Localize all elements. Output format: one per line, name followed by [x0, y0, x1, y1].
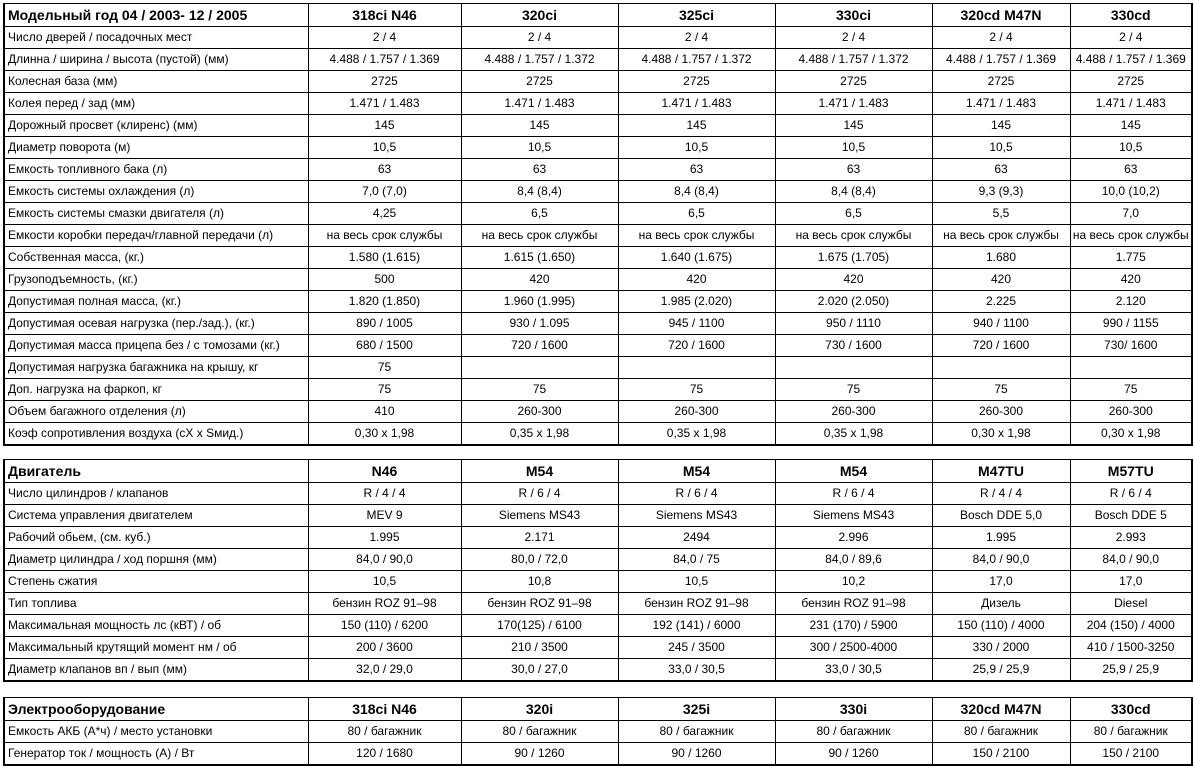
column-header: 325ci	[618, 4, 775, 27]
cell-value: 420	[461, 269, 618, 291]
cell-value: 1.471 / 1.483	[308, 93, 461, 115]
cell-value: 2.993	[1070, 527, 1192, 549]
column-header: 325i	[618, 698, 775, 721]
cell-value: 4,25	[308, 203, 461, 225]
cell-value: 260-300	[932, 401, 1070, 423]
cell-value: 84,0 / 90,0	[932, 549, 1070, 571]
row-label: Емкость топливного бака (л)	[4, 159, 308, 181]
cell-value: 75	[308, 357, 461, 379]
cell-value: 80 / багажник	[618, 721, 775, 743]
cell-value	[1070, 357, 1192, 379]
column-header: 320cd M47N	[932, 4, 1070, 27]
cell-value: 730/ 1600	[1070, 335, 1192, 357]
cell-value: 63	[618, 159, 775, 181]
cell-value: 10,5	[932, 137, 1070, 159]
cell-value: 80 / багажник	[932, 721, 1070, 743]
row-label: Число цилиндров / клапанов	[4, 483, 308, 505]
table-row	[4, 159, 1192, 181]
cell-value: 2 / 4	[308, 27, 461, 49]
cell-value: 4.488 / 1.757 / 1.369	[308, 49, 461, 71]
cell-value: Siemens MS43	[618, 505, 775, 527]
cell-value: 192 (141) / 6000	[618, 615, 775, 637]
cell-value: 8,4 (8,4)	[775, 181, 932, 203]
cell-value: 63	[308, 159, 461, 181]
table-row	[4, 527, 1192, 549]
column-header: 320ci	[461, 4, 618, 27]
cell-value: 2.225	[932, 291, 1070, 313]
row-label: Степень сжатия	[4, 571, 308, 593]
cell-value: на весь срок службы	[1070, 225, 1192, 247]
cell-value	[618, 357, 775, 379]
cell-value: 0,30 х 1,98	[308, 423, 461, 446]
table-row	[4, 313, 1192, 335]
table-row	[4, 203, 1192, 225]
row-label: Допустимая полная масса, (кг.)	[4, 291, 308, 313]
cell-value: 720 / 1600	[618, 335, 775, 357]
cell-value: 150 / 2100	[1070, 743, 1192, 766]
cell-value: 6,5	[775, 203, 932, 225]
table-row	[4, 721, 1192, 743]
table-row	[4, 379, 1192, 401]
cell-value: 63	[775, 159, 932, 181]
cell-value: Diesel	[1070, 593, 1192, 615]
cell-value: 1.471 / 1.483	[932, 93, 1070, 115]
cell-value: 90 / 1260	[775, 743, 932, 766]
row-label: Доп. нагрузка на фаркоп, кг	[4, 379, 308, 401]
table-row	[4, 571, 1192, 593]
cell-value	[775, 357, 932, 379]
cell-value: 6,5	[618, 203, 775, 225]
table-row	[4, 505, 1192, 527]
cell-value: 80 / багажник	[461, 721, 618, 743]
cell-value: 1.985 (2.020)	[618, 291, 775, 313]
cell-value: 75	[618, 379, 775, 401]
cell-value: R / 4 / 4	[932, 483, 1070, 505]
cell-value: 2.120	[1070, 291, 1192, 313]
cell-value: 2725	[461, 71, 618, 93]
table-row	[4, 659, 1192, 682]
cell-value: 10,0 (10,2)	[1070, 181, 1192, 203]
cell-value: Siemens MS43	[461, 505, 618, 527]
section-title: Электрооборудование	[4, 698, 308, 721]
cell-value: 150 (110) / 4000	[932, 615, 1070, 637]
cell-value: 245 / 3500	[618, 637, 775, 659]
table-row	[4, 269, 1192, 291]
cell-value: 10,8	[461, 571, 618, 593]
table-row	[4, 137, 1192, 159]
cell-value: 1.580 (1.615)	[308, 247, 461, 269]
cell-value: R / 6 / 4	[618, 483, 775, 505]
cell-value: 17,0	[1070, 571, 1192, 593]
cell-value: 420	[1070, 269, 1192, 291]
cell-value: 680 / 1500	[308, 335, 461, 357]
cell-value: 330 / 2000	[932, 637, 1070, 659]
cell-value: 1.615 (1.650)	[461, 247, 618, 269]
cell-value: 80 / багажник	[775, 721, 932, 743]
cell-value: 730 / 1600	[775, 335, 932, 357]
cell-value: 0,35 х 1,98	[461, 423, 618, 446]
cell-value: Bosch DDE 5	[1070, 505, 1192, 527]
cell-value: 10,5	[1070, 137, 1192, 159]
cell-value: на весь срок службы	[618, 225, 775, 247]
column-header: M57TU	[1070, 460, 1192, 483]
cell-value: 120 / 1680	[308, 743, 461, 766]
cell-value: 25,9 / 25,9	[932, 659, 1070, 682]
row-label: Колесная база (мм)	[4, 71, 308, 93]
cell-value: 170(125) / 6100	[461, 615, 618, 637]
cell-value: 2 / 4	[932, 27, 1070, 49]
cell-value: Bosch DDE 5,0	[932, 505, 1070, 527]
cell-value: 32,0 / 29,0	[308, 659, 461, 682]
cell-value: 1.471 / 1.483	[618, 93, 775, 115]
cell-value: 2725	[775, 71, 932, 93]
engine-specs-table	[3, 459, 1193, 682]
cell-value: 4.488 / 1.757 / 1.372	[775, 49, 932, 71]
row-label: Допустимая нагрузка багажника на крышу, кг	[4, 357, 308, 379]
cell-value: 75	[775, 379, 932, 401]
table-row	[4, 181, 1192, 203]
column-header: 318ci N46	[308, 698, 461, 721]
cell-value: 84,0 / 75	[618, 549, 775, 571]
cell-value: 10,5	[618, 571, 775, 593]
table-row	[4, 49, 1192, 71]
column-header: M47TU	[932, 460, 1070, 483]
column-header: M54	[775, 460, 932, 483]
row-label: Емкость системы смазки двигателя (л)	[4, 203, 308, 225]
column-header: 330i	[775, 698, 932, 721]
cell-value: 8,4 (8,4)	[618, 181, 775, 203]
cell-value: 1.960 (1.995)	[461, 291, 618, 313]
cell-value: 1.471 / 1.483	[461, 93, 618, 115]
cell-value: 8,4 (8,4)	[461, 181, 618, 203]
row-label: Емкость системы охлаждения (л)	[4, 181, 308, 203]
cell-value: 420	[618, 269, 775, 291]
cell-value: 80 / багажник	[308, 721, 461, 743]
table-row	[4, 335, 1192, 357]
cell-value: Siemens MS43	[775, 505, 932, 527]
cell-value: на весь срок службы	[308, 225, 461, 247]
cell-value: 950 / 1110	[775, 313, 932, 335]
cell-value: 75	[1070, 379, 1192, 401]
cell-value: 0,30 х 1,98	[1070, 423, 1192, 446]
cell-value: 2 / 4	[618, 27, 775, 49]
cell-value	[461, 357, 618, 379]
cell-value: на весь срок службы	[461, 225, 618, 247]
cell-value: 260-300	[1070, 401, 1192, 423]
cell-value: 2725	[932, 71, 1070, 93]
table-header-row	[4, 4, 1192, 27]
table-header-row	[4, 460, 1192, 483]
row-label: Собственная масса, (кг.)	[4, 247, 308, 269]
cell-value: 145	[1070, 115, 1192, 137]
cell-value: бензин ROZ 91–98	[618, 593, 775, 615]
cell-value: 410 / 1500-3250	[1070, 637, 1192, 659]
cell-value: 33,0 / 30,5	[618, 659, 775, 682]
cell-value: 1.995	[932, 527, 1070, 549]
table-row	[4, 357, 1192, 379]
general-specs-table	[3, 3, 1193, 446]
cell-value: 500	[308, 269, 461, 291]
cell-value: 1.995	[308, 527, 461, 549]
cell-value: 2725	[1070, 71, 1192, 93]
cell-value: 150 / 2100	[932, 743, 1070, 766]
column-header: 330cd	[1070, 4, 1192, 27]
table-row	[4, 225, 1192, 247]
cell-value: 204 (150) / 4000	[1070, 615, 1192, 637]
cell-value: 420	[775, 269, 932, 291]
row-label: Максимальный крутящий момент нм / об	[4, 637, 308, 659]
cell-value: 1.471 / 1.483	[1070, 93, 1192, 115]
cell-value: 945 / 1100	[618, 313, 775, 335]
table-row	[4, 93, 1192, 115]
cell-value: 1.820 (1.850)	[308, 291, 461, 313]
cell-value: MEV 9	[308, 505, 461, 527]
table-row	[4, 247, 1192, 269]
cell-value: 145	[775, 115, 932, 137]
row-label: Максимальная мощность лс (кВТ) / об	[4, 615, 308, 637]
cell-value: 200 / 3600	[308, 637, 461, 659]
cell-value: 2.996	[775, 527, 932, 549]
cell-value: 1.640 (1.675)	[618, 247, 775, 269]
cell-value: R / 6 / 4	[775, 483, 932, 505]
cell-value: 63	[932, 159, 1070, 181]
cell-value: 84,0 / 89,6	[775, 549, 932, 571]
row-label: Длинна / ширина / высота (пустой) (мм)	[4, 49, 308, 71]
cell-value: 4.488 / 1.757 / 1.372	[461, 49, 618, 71]
cell-value: 2725	[308, 71, 461, 93]
row-label: Диаметр поворота (м)	[4, 137, 308, 159]
cell-value: 145	[308, 115, 461, 137]
cell-value: 90 / 1260	[618, 743, 775, 766]
table-row	[4, 615, 1192, 637]
row-label: Объем багажного отделения (л)	[4, 401, 308, 423]
cell-value: 260-300	[461, 401, 618, 423]
table-row	[4, 401, 1192, 423]
cell-value: 75	[932, 379, 1070, 401]
section-title: Двигатель	[4, 460, 308, 483]
row-label: Допустимая масса прицепа без / с томозами (кг.)	[4, 335, 308, 357]
table-row	[4, 549, 1192, 571]
column-header: N46	[308, 460, 461, 483]
column-header: 320cd M47N	[932, 698, 1070, 721]
cell-value: 0,35 х 1,98	[618, 423, 775, 446]
cell-value: 84,0 / 90,0	[308, 549, 461, 571]
row-label: Колея перед / зад (мм)	[4, 93, 308, 115]
row-label: Генератор ток / мощность (А) / Вт	[4, 743, 308, 766]
row-label: Грузоподъемность, (кг.)	[4, 269, 308, 291]
cell-value: на весь срок службы	[932, 225, 1070, 247]
cell-value: 0,30 х 1,98	[932, 423, 1070, 446]
cell-value: 17,0	[932, 571, 1070, 593]
column-header: 330cd	[1070, 698, 1192, 721]
table-row	[4, 291, 1192, 313]
cell-value: 2494	[618, 527, 775, 549]
cell-value: 145	[461, 115, 618, 137]
cell-value: 2 / 4	[775, 27, 932, 49]
cell-value: 300 / 2500-4000	[775, 637, 932, 659]
cell-value: 10,5	[461, 137, 618, 159]
column-header: M54	[461, 460, 618, 483]
cell-value: 10,5	[618, 137, 775, 159]
row-label: Диаметр цилиндра / ход поршня (мм)	[4, 549, 308, 571]
electrical-specs-table	[3, 697, 1193, 766]
cell-value: 930 / 1.095	[461, 313, 618, 335]
cell-value: 1.775	[1070, 247, 1192, 269]
cell-value: 90 / 1260	[461, 743, 618, 766]
cell-value: 420	[932, 269, 1070, 291]
cell-value: 6,5	[461, 203, 618, 225]
row-label: Число дверей / посадочных мест	[4, 27, 308, 49]
cell-value: 30,0 / 27,0	[461, 659, 618, 682]
cell-value: 150 (110) / 6200	[308, 615, 461, 637]
table-row	[4, 115, 1192, 137]
cell-value: 9,3 (9,3)	[932, 181, 1070, 203]
cell-value: 1.471 / 1.483	[775, 93, 932, 115]
cell-value: 940 / 1100	[932, 313, 1070, 335]
cell-value: 7,0	[1070, 203, 1192, 225]
table-header-row	[4, 698, 1192, 721]
cell-value: 1.680	[932, 247, 1070, 269]
row-label: Коэф сопротивления воздуха (cX x Sмид.)	[4, 423, 308, 446]
row-label: Рабочий обьем, (см. куб.)	[4, 527, 308, 549]
cell-value	[932, 357, 1070, 379]
section-title: Модельный год 04 / 2003- 12 / 2005	[4, 4, 308, 27]
table-row	[4, 71, 1192, 93]
cell-value: 84,0 / 90,0	[1070, 549, 1192, 571]
cell-value: 75	[308, 379, 461, 401]
cell-value: R / 4 / 4	[308, 483, 461, 505]
table-row	[4, 637, 1192, 659]
cell-value: 10,5	[775, 137, 932, 159]
cell-value: 2725	[618, 71, 775, 93]
cell-value: 260-300	[618, 401, 775, 423]
cell-value: 990 / 1155	[1070, 313, 1192, 335]
cell-value: 4.488 / 1.757 / 1.372	[618, 49, 775, 71]
cell-value: бензин ROZ 91–98	[308, 593, 461, 615]
cell-value: 145	[618, 115, 775, 137]
cell-value: бензин ROZ 91–98	[461, 593, 618, 615]
cell-value: 63	[461, 159, 618, 181]
cell-value: 2 / 4	[1070, 27, 1192, 49]
row-label: Емкость АКБ (А*ч) / место установки	[4, 721, 308, 743]
table-row	[4, 743, 1192, 766]
cell-value: 10,2	[775, 571, 932, 593]
row-label: Тип топлива	[4, 593, 308, 615]
table-row	[4, 27, 1192, 49]
cell-value: 10,5	[308, 571, 461, 593]
row-label: Допустимая осевая нагрузка (пер./зад.), (кг.)	[4, 313, 308, 335]
cell-value: 25,9 / 25,9	[1070, 659, 1192, 682]
cell-value: 231 (170) / 5900	[775, 615, 932, 637]
table-row	[4, 423, 1192, 446]
column-header: 318ci N46	[308, 4, 461, 27]
row-label: Дорожный просвет (клиренс) (мм)	[4, 115, 308, 137]
cell-value: 0,35 х 1,98	[775, 423, 932, 446]
cell-value: 2 / 4	[461, 27, 618, 49]
cell-value: 4.488 / 1.757 / 1.369	[932, 49, 1070, 71]
row-label: Емкости коробки передач/главной передачи (л)	[4, 225, 308, 247]
cell-value: 63	[1070, 159, 1192, 181]
cell-value: 260-300	[775, 401, 932, 423]
table-row	[4, 593, 1192, 615]
column-header: M54	[618, 460, 775, 483]
cell-value: 2.020 (2.050)	[775, 291, 932, 313]
cell-value: R / 6 / 4	[1070, 483, 1192, 505]
cell-value: 80,0 / 72,0	[461, 549, 618, 571]
row-label: Диаметр клапанов вп / вып (мм)	[4, 659, 308, 682]
cell-value: 7,0 (7,0)	[308, 181, 461, 203]
cell-value: Дизель	[932, 593, 1070, 615]
cell-value: 75	[461, 379, 618, 401]
cell-value: 5,5	[932, 203, 1070, 225]
cell-value: 890 / 1005	[308, 313, 461, 335]
cell-value: 10,5	[308, 137, 461, 159]
cell-value: 210 / 3500	[461, 637, 618, 659]
cell-value: 145	[932, 115, 1070, 137]
cell-value: 720 / 1600	[461, 335, 618, 357]
cell-value: 80 / багажник	[1070, 721, 1192, 743]
cell-value: 4.488 / 1.757 / 1.369	[1070, 49, 1192, 71]
row-label: Система управления двигателем	[4, 505, 308, 527]
cell-value: R / 6 / 4	[461, 483, 618, 505]
cell-value: на весь срок службы	[775, 225, 932, 247]
cell-value: 410	[308, 401, 461, 423]
column-header: 330ci	[775, 4, 932, 27]
cell-value: 720 / 1600	[932, 335, 1070, 357]
cell-value: бензин ROZ 91–98	[775, 593, 932, 615]
table-row	[4, 483, 1192, 505]
column-header: 320i	[461, 698, 618, 721]
cell-value: 1.675 (1.705)	[775, 247, 932, 269]
cell-value: 33,0 / 30,5	[775, 659, 932, 682]
cell-value: 2.171	[461, 527, 618, 549]
